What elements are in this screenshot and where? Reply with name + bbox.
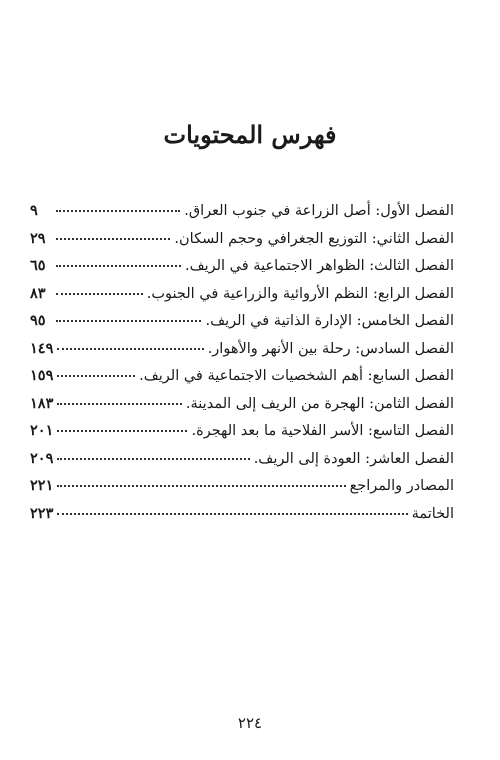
toc-entry: [30, 450, 454, 478]
toc-entry-page: ١٥٩: [30, 367, 54, 384]
toc-entry: [30, 257, 454, 285]
toc-entry-page: ٢٩: [30, 229, 46, 247]
toc-entry-page: ٢٢٣: [30, 504, 54, 522]
toc-entry-title: الفصل الثاني: التوزيع الجغرافي وحجم السكان.: [174, 230, 454, 247]
toc-entry-title: الفصل السابع: أهم الشخصيات الاجتماعية في الريف.: [139, 368, 454, 384]
toc-entry: [30, 312, 454, 340]
toc-entry-title: الخاتمة: [411, 505, 454, 522]
dot-leader: [57, 403, 182, 405]
toc-entry: [30, 202, 454, 230]
toc-entry: [30, 505, 454, 533]
toc-entry-page: ٩: [30, 202, 38, 219]
toc-entry-title: الفصل الخامس: الإدارة الذاتية في الريف.: [205, 313, 454, 329]
dot-leader: [56, 210, 180, 212]
toc-entry-title: الفصل السادس: رحلة بين الأنهر والأهوار.: [207, 340, 454, 357]
toc-entry: [30, 285, 454, 313]
dot-leader: [57, 375, 135, 377]
toc-entry-page: ٢٢١: [30, 477, 54, 494]
toc-entry: [30, 340, 454, 368]
page-number: ٢٢٤: [237, 714, 263, 732]
toc-entry-page: ٦٥: [30, 257, 46, 274]
page-title: فهرس المحتويات: [163, 120, 337, 149]
dot-leader: [56, 320, 201, 322]
toc-entry-page: ٢٠١: [30, 422, 54, 439]
toc-entry-page: ١٨٣: [30, 394, 54, 412]
toc-entry-title: الفصل العاشر: العودة إلى الريف.: [253, 450, 454, 467]
table-of-contents: [30, 202, 454, 532]
toc-entry-page: ١٤٩: [30, 339, 54, 357]
toc-entry-title: الفصل التاسع: الأسر الفلاحية ما بعد الهجرة.: [191, 423, 454, 439]
dot-leader: [56, 265, 181, 267]
toc-entry-page: ٢٠٩: [30, 449, 54, 467]
toc-entry-title: المصادر والمراجع: [349, 478, 454, 494]
toc-entry-title: الفصل الثامن: الهجرة من الريف إلى المدينة.: [185, 395, 454, 412]
toc-entry-title: الفصل الرابع: النظم الأروائية والزراعية في الجنوب.: [146, 285, 454, 302]
dot-leader: [57, 458, 249, 460]
toc-entry-title: الفصل الثالث: الظواهر الاجتماعية في الريف.: [184, 258, 454, 274]
toc-entry: [30, 395, 454, 423]
dot-leader: [56, 238, 170, 240]
toc-entry: [30, 477, 454, 505]
toc-entry-page: ٨٣: [30, 284, 46, 302]
dot-leader: [57, 485, 345, 487]
toc-entry-title: الفصل الأول: أصل الزراعة في جنوب العراق.: [184, 203, 454, 219]
toc-entry: [30, 422, 454, 450]
dot-leader: [57, 348, 203, 350]
toc-entry: [30, 367, 454, 395]
dot-leader: [56, 293, 143, 295]
toc-entry-page: ٩٥: [30, 312, 46, 329]
dot-leader: [57, 430, 187, 432]
dot-leader: [57, 513, 407, 515]
toc-entry: [30, 230, 454, 258]
